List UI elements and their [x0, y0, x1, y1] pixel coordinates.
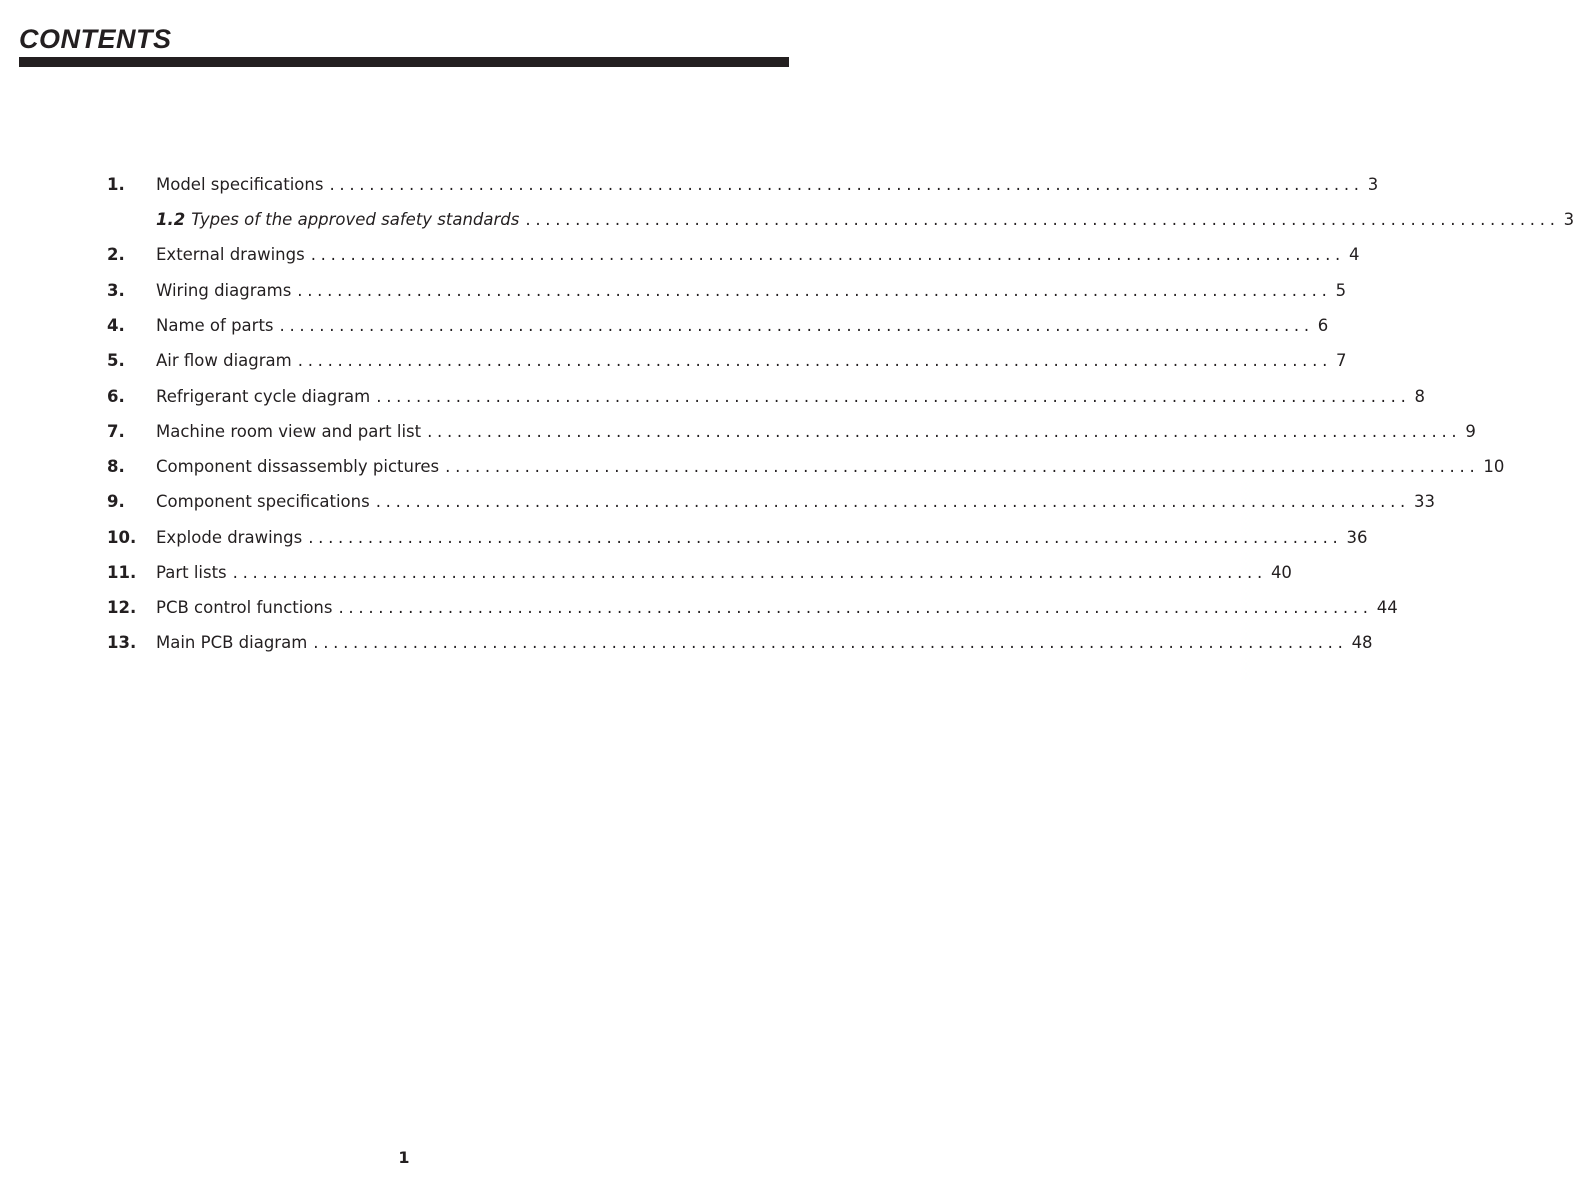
dot-leader: ........................................................................................................ [375, 492, 1410, 511]
dot-leader: ........................................................................................................ [329, 175, 1364, 194]
page-number: 1 [398, 1148, 410, 1167]
toc-entry-number: 12. [107, 598, 137, 617]
toc-entry-refrigerant-cycle-diagram[interactable] [107, 384, 1426, 410]
dot-leader: ........................................................................................................ [525, 210, 1560, 229]
dot-leader: ........................................................................................................ [279, 316, 1314, 335]
toc-entry-title: Component dissassembly pictures [156, 457, 440, 476]
toc-entry-number: 1. [107, 175, 125, 194]
toc-entry-title: Explode drawings [156, 528, 303, 547]
dot-leader: ........................................................................................................ [297, 281, 1332, 300]
dot-leader: ........................................................................................................ [313, 633, 1348, 652]
toc-entry-explode-drawings[interactable] [107, 525, 1368, 551]
toc-entry-title: PCB control functions [156, 598, 333, 617]
toc-entry-air-flow-diagram[interactable] [107, 348, 1347, 374]
toc-entry-number: 10. [107, 528, 137, 547]
toc-subentry-safety-standards[interactable] [107, 207, 1574, 233]
toc-entry-machine-room-view[interactable] [107, 419, 1476, 445]
toc-entry-number: 13. [107, 633, 137, 652]
toc-entry-page: 3 [1367, 175, 1379, 194]
toc-subentry-page: 3 [1563, 210, 1574, 229]
toc-entry-title: Wiring diagrams [156, 281, 292, 300]
dot-leader: ........................................................................................................ [445, 457, 1480, 476]
toc-entry-title: External drawings [156, 245, 305, 264]
toc-entry-title: Main PCB diagram [156, 633, 308, 652]
toc-entry-number: 8. [107, 457, 125, 476]
toc-entry-number: 9. [107, 492, 125, 511]
toc-entry-page: 10 [1483, 457, 1505, 476]
toc-entry-component-specifications[interactable] [107, 489, 1435, 515]
toc-entry-model-specifications[interactable] [107, 172, 1379, 198]
toc-entry-number: 2. [107, 245, 125, 264]
dot-leader: ........................................................................................................ [310, 245, 1345, 264]
toc-entry-wiring-diagrams[interactable] [107, 278, 1347, 304]
dot-leader: ........................................................................................................ [427, 422, 1462, 441]
toc-entry-number: 5. [107, 351, 125, 370]
toc-entry-external-drawings[interactable] [107, 242, 1360, 268]
toc-entry-page: 40 [1270, 563, 1292, 582]
toc-entry-pcb-control-functions[interactable] [107, 595, 1398, 621]
toc-entry-page: 6 [1317, 316, 1329, 335]
toc-entry-page: 33 [1413, 492, 1435, 511]
toc-subentry-number: 1.2 [156, 210, 186, 229]
toc-entry-component-disassembly[interactable] [107, 454, 1505, 480]
dot-leader: ........................................................................................................ [232, 563, 1267, 582]
toc-entry-title: Machine room view and part list [156, 422, 422, 441]
dot-leader: ........................................................................................................ [308, 528, 1343, 547]
toc-entry-name-of-parts[interactable] [107, 313, 1329, 339]
toc-entry-page: 4 [1348, 245, 1360, 264]
toc-entry-page: 44 [1376, 598, 1398, 617]
toc-entry-page: 48 [1351, 633, 1373, 652]
dot-leader: ........................................................................................................ [376, 387, 1411, 406]
toc-entry-page: 36 [1346, 528, 1368, 547]
toc-entry-number: 3. [107, 281, 125, 300]
toc-entry-title: Refrigerant cycle diagram [156, 387, 371, 406]
toc-entry-title: Air flow diagram [156, 351, 292, 370]
header-rule [19, 57, 789, 67]
dot-leader: ........................................................................................................ [338, 598, 1373, 617]
toc-entry-page: 8 [1414, 387, 1426, 406]
toc-entry-title: Component specifications [156, 492, 370, 511]
page-title: CONTENTS [19, 24, 172, 54]
toc-subentry-title: Types of the approved safety standards [191, 210, 520, 229]
toc-entry-title: Name of parts [156, 316, 274, 335]
dot-leader: ........................................................................................................ [297, 351, 1333, 370]
toc-entry-part-lists[interactable] [107, 560, 1292, 586]
toc-entry-number: 7. [107, 422, 125, 441]
toc-entry-main-pcb-diagram[interactable] [107, 630, 1373, 656]
toc-entry-number: 11. [107, 563, 137, 582]
toc-entry-page: 5 [1335, 281, 1347, 300]
toc-entry-page: 7 [1336, 351, 1347, 370]
toc-entry-page: 9 [1465, 422, 1476, 441]
toc-entry-number: 4. [107, 316, 125, 335]
toc-entry-title: Model specifications [156, 175, 324, 194]
toc-entry-number: 6. [107, 387, 125, 406]
toc-entry-title: Part lists [156, 563, 227, 582]
